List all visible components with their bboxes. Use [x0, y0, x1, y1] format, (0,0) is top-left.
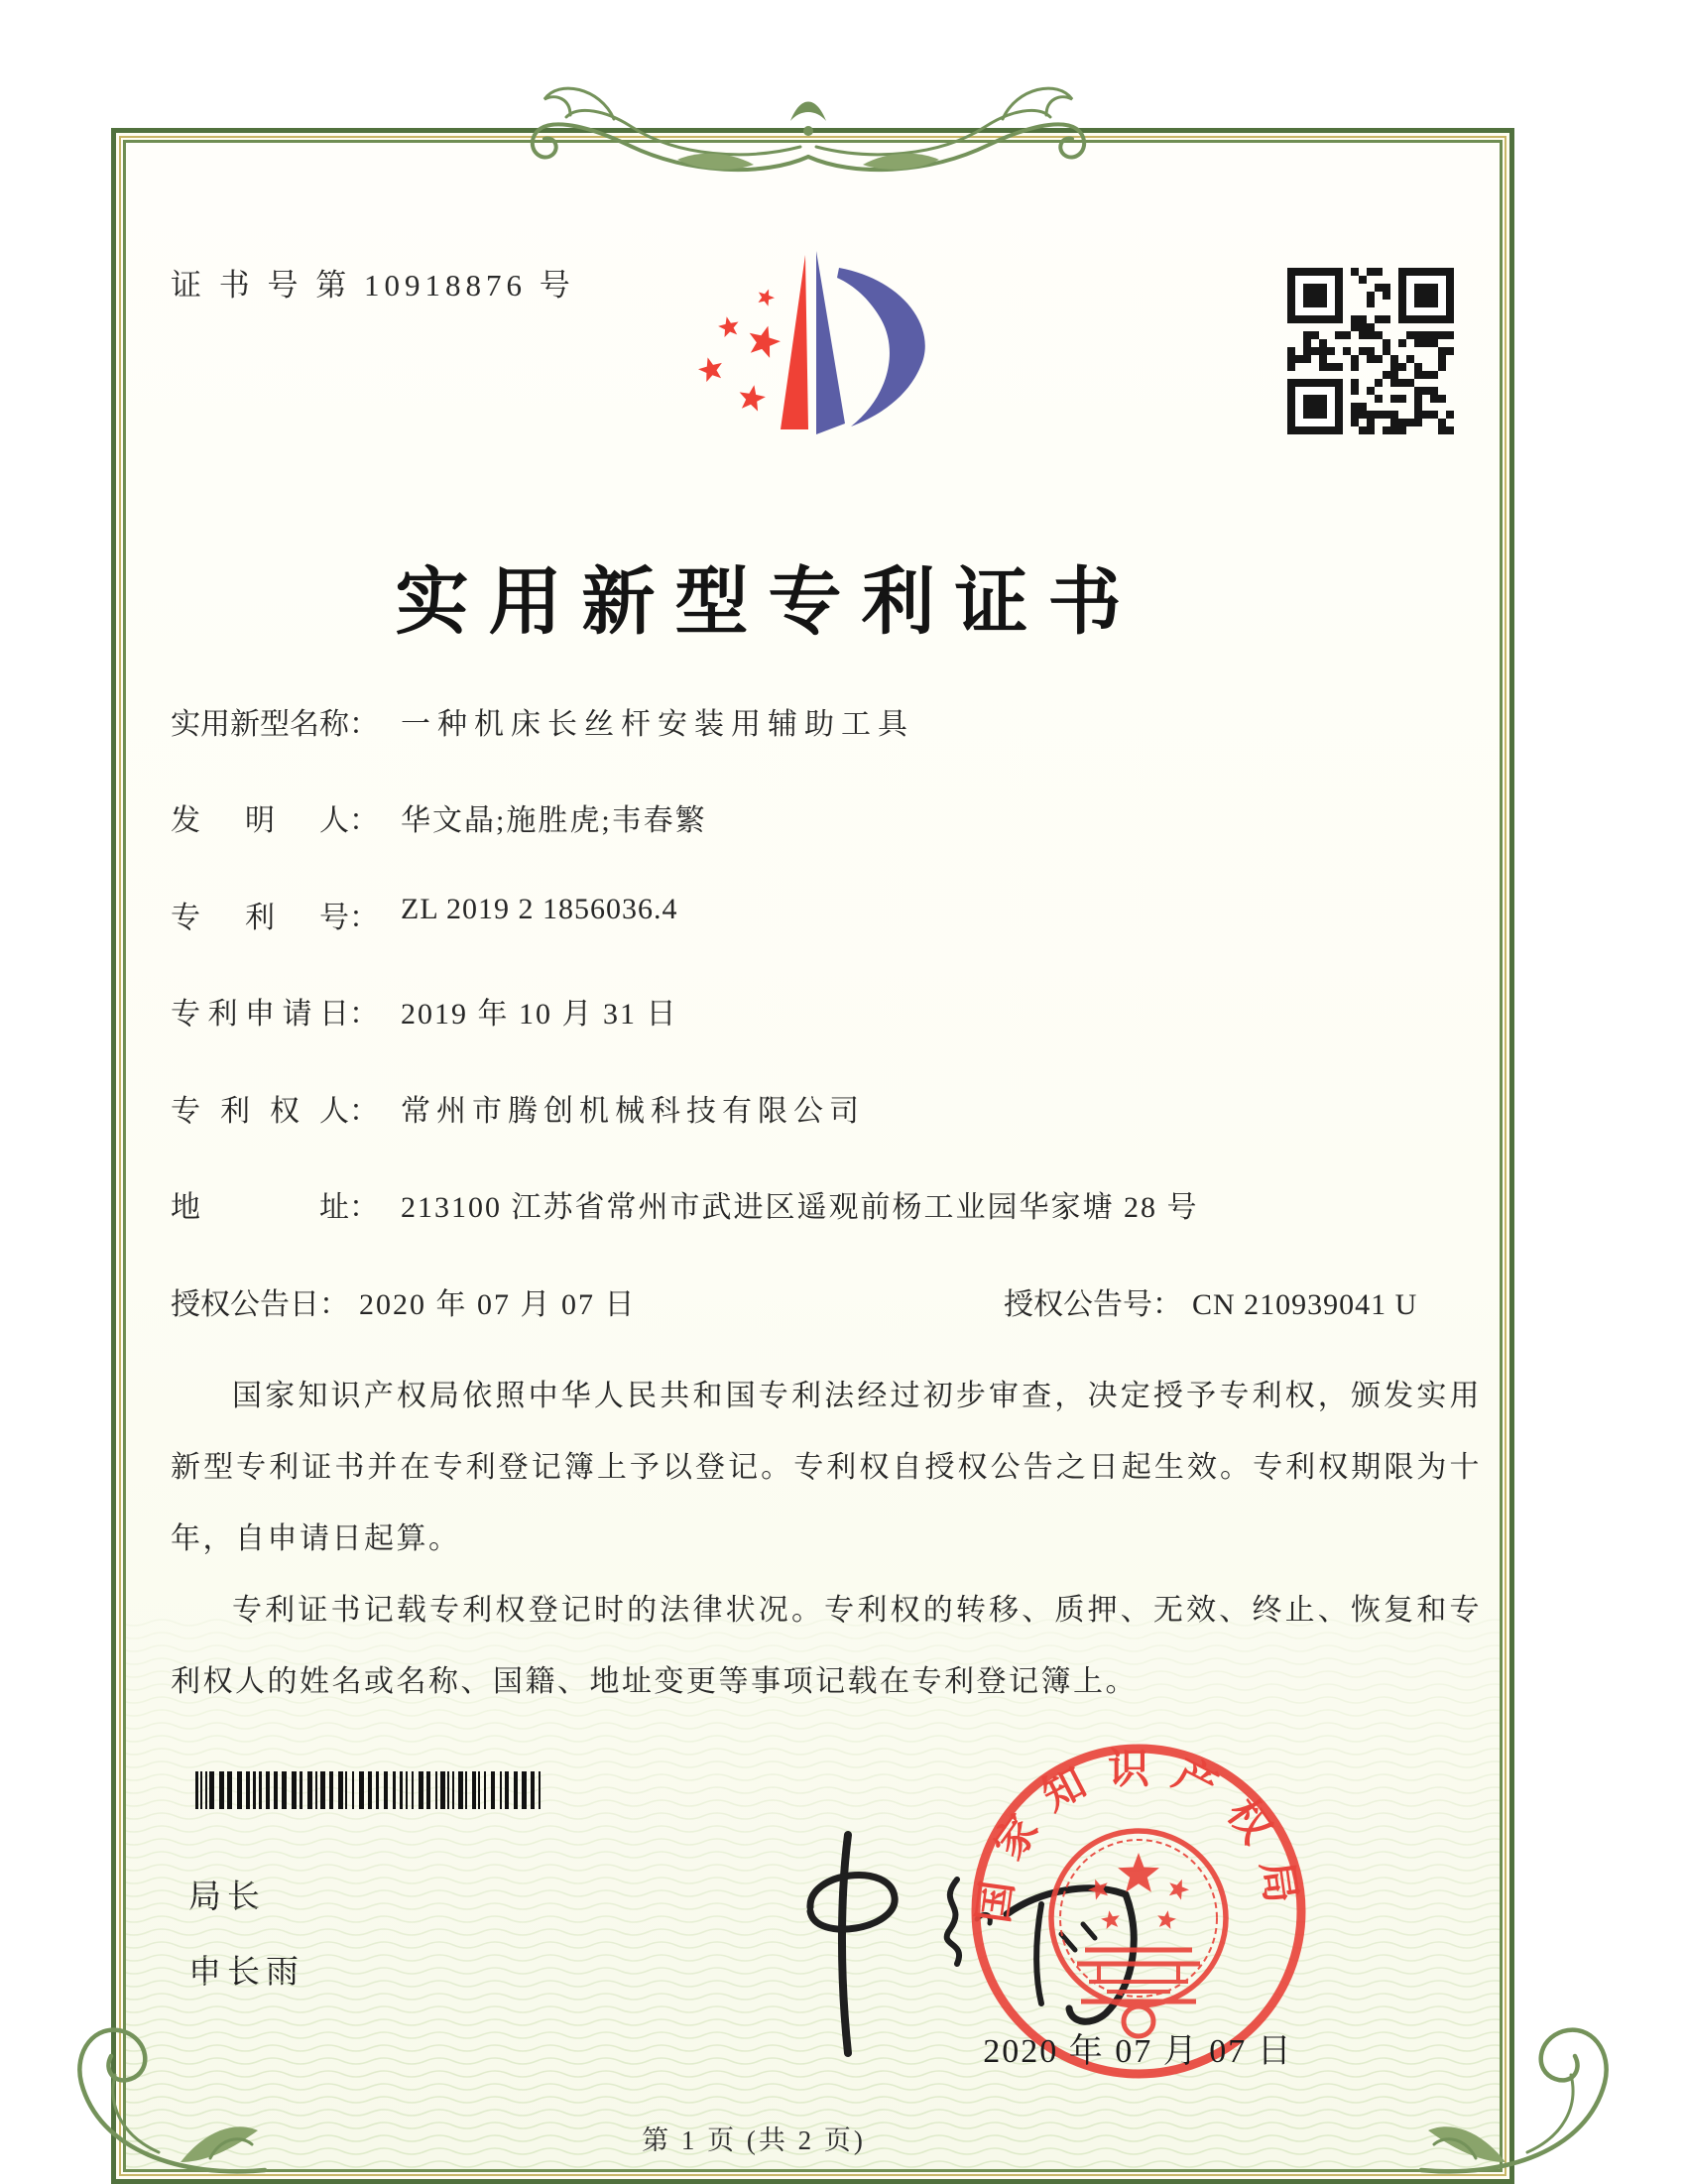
colon: ：	[349, 902, 379, 934]
seal-ring-text: 国家知识产权局	[971, 1747, 1306, 1926]
certificate-number: 证 书 号 第 10918876 号	[171, 268, 575, 303]
barcode	[193, 1769, 546, 1811]
field-value: 一种机床长丝杆安装用辅助工具	[401, 708, 914, 741]
colon: ：	[349, 804, 379, 837]
field-row-filing-date	[171, 989, 1490, 1032]
grant-number-label: 授权公告号	[1004, 1288, 1152, 1321]
grant-row	[171, 1279, 1500, 1323]
field-value: 华文晶;施胜虎;韦春繁	[401, 804, 707, 837]
field-label: 专利号	[171, 902, 349, 934]
field-label: 专利申请日	[171, 998, 349, 1031]
colon: ：	[1152, 1288, 1182, 1321]
flourish-ornament-bottom-left-icon	[61, 2011, 270, 2178]
colon: ：	[319, 1288, 349, 1321]
colon: ：	[349, 708, 379, 741]
colon: ：	[349, 1095, 379, 1128]
flourish-ornament-bottom-right-icon	[1416, 2011, 1625, 2178]
field-value: 213100 江苏省常州市武进区遥观前杨工业园华家塘 28 号	[401, 1191, 1199, 1224]
field-label: 地址	[171, 1191, 349, 1224]
svg-text:国家知识产权局	[971, 1746, 1305, 1925]
grant-date-label: 授权公告日	[171, 1288, 319, 1321]
flourish-ornament-top-icon	[516, 48, 1101, 186]
cnipa-logo-icon	[674, 238, 952, 446]
field-value: 2019 年 10 月 31 日	[401, 998, 678, 1031]
field-row-inventors	[171, 795, 1490, 839]
field-label: 发明人	[171, 804, 349, 837]
commissioner-name: 申长雨	[188, 1953, 304, 1990]
field-value: ZL 2019 2 1856036.4	[401, 893, 678, 925]
grant-number-group	[1004, 1279, 1417, 1323]
legal-paragraph-1: 国家知识产权局依照中华人民共和国专利法经过初步审查，决定授予专利权，颁发实用新型专利证书并在专利登记簿上予以登记。专利权自授权公告之日起生效。专利权期限为十年，自申请日起算。	[171, 1380, 1482, 1555]
field-row-patentee	[171, 1086, 1490, 1130]
grant-number-value: CN 210939041 U	[1192, 1288, 1418, 1321]
field-row-name	[171, 699, 1490, 743]
commissioner-title: 局长	[188, 1878, 266, 1914]
field-row-patent-number	[171, 893, 1490, 936]
qr-code	[1287, 268, 1454, 434]
colon: ：	[349, 1191, 379, 1224]
field-label: 实用新型名称	[171, 708, 349, 741]
colon: ：	[349, 998, 379, 1031]
field-value: 常州市腾创机械科技有限公司	[401, 1095, 865, 1128]
grant-date-group	[171, 1288, 637, 1321]
legal-text-block	[171, 1361, 1482, 1718]
field-row-address	[171, 1182, 1490, 1226]
field-label: 专利权人	[171, 1095, 349, 1128]
grant-date-value: 2020 年 07 月 07 日	[359, 1288, 637, 1321]
seal-date: 2020 年 07 月 07 日	[983, 2033, 1293, 2070]
page-footer: 第 1 页 (共 2 页)	[642, 2125, 866, 2155]
legal-paragraph-2: 专利证书记载专利权登记时的法律状况。专利权的转移、质押、无效、终止、恢复和专利权人的姓名或名称、国籍、地址变更等事项记载在专利登记簿上。	[171, 1594, 1482, 1698]
certificate-title: 实用新型专利证书	[395, 562, 1142, 644]
